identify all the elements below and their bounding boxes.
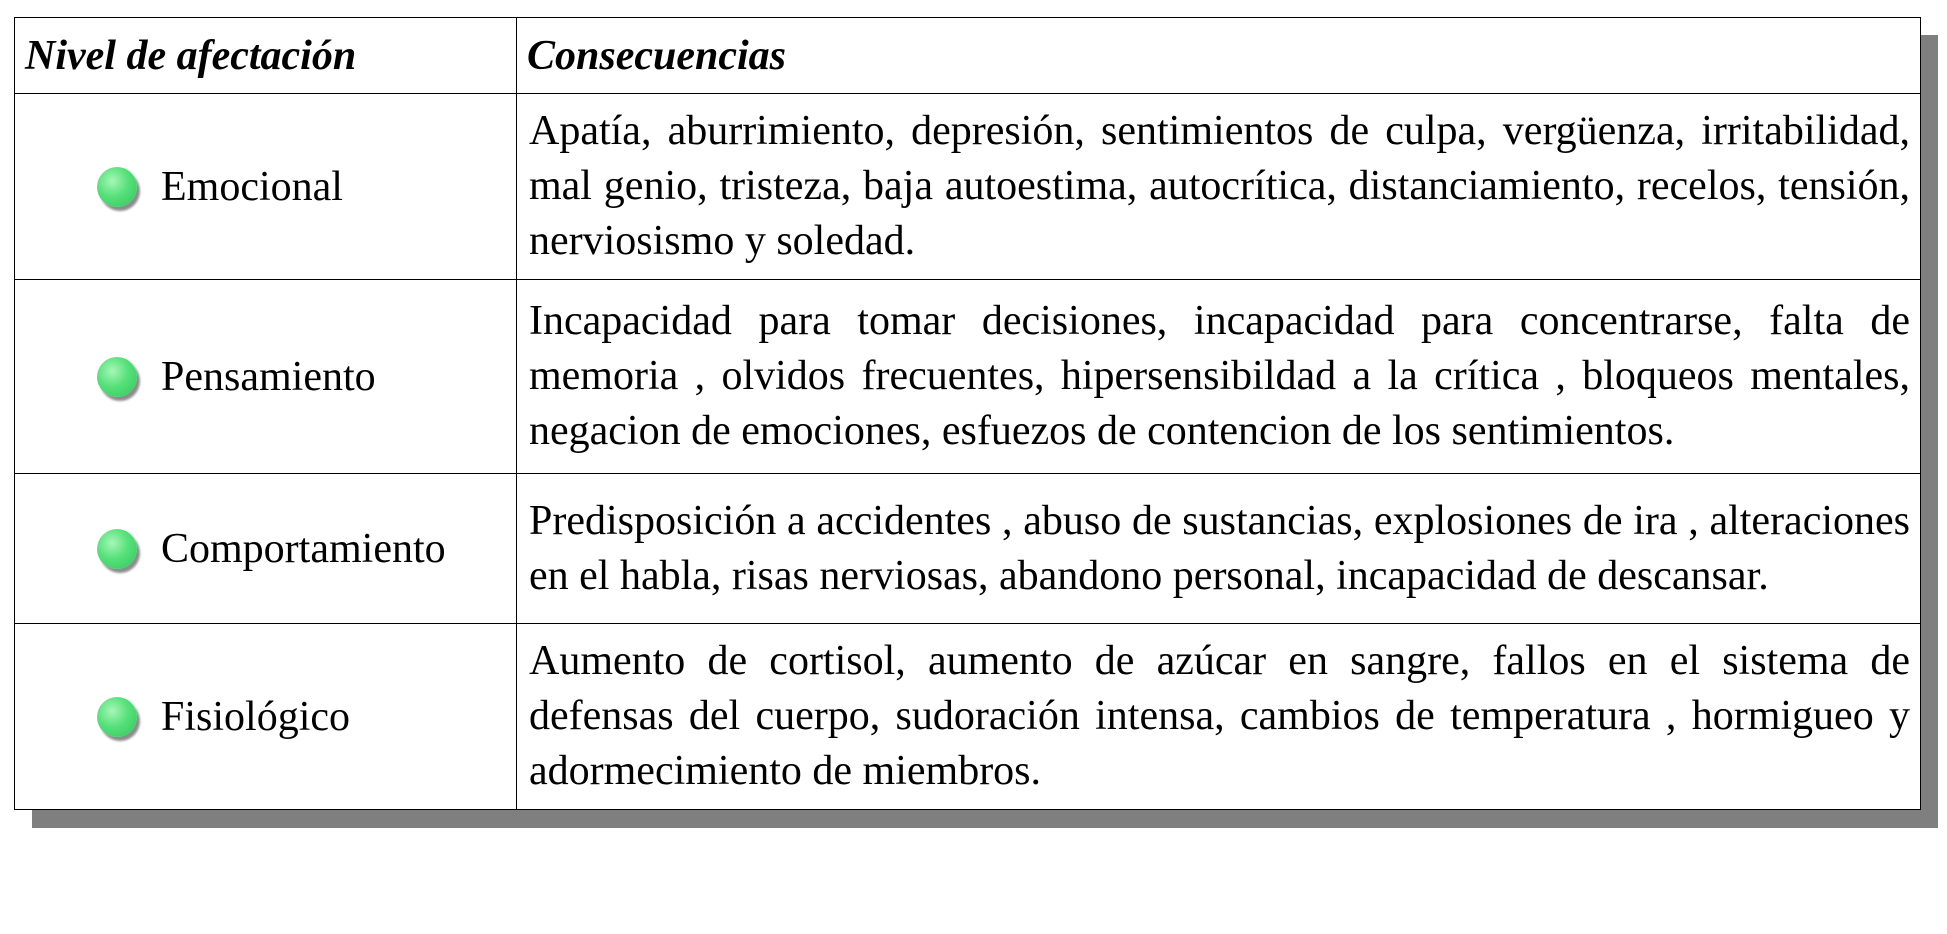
table-header-row — [15, 18, 1921, 94]
level-cell — [15, 624, 517, 810]
consequences-cell: Incapacidad para tomar decisiones, incapacidad para concentrarse, falta de memoria , olvidos frecuentes, hipersensibildad a la crítica , bloqueos mentales, negacion de emociones, esfuezos de contencion de los sentimientos. — [517, 280, 1921, 474]
header-consequences: Consecuencias — [517, 18, 1921, 94]
level-cell — [15, 94, 517, 280]
level-cell — [15, 280, 517, 474]
consequences-table-container — [14, 17, 1920, 810]
green-bullet-icon — [97, 697, 137, 737]
green-bullet-icon — [97, 167, 137, 207]
consequences-cell: Predisposición a accidentes , abuso de sustancias, explosiones de ira , alteraciones en el habla, risas nerviosas, abandono personal, incapacidad de descansar. — [517, 474, 1921, 624]
header-level: Nivel de afectación — [15, 18, 517, 94]
level-cell — [15, 474, 517, 624]
table-row — [15, 474, 1921, 624]
green-bullet-icon — [97, 357, 137, 397]
table-row — [15, 624, 1921, 810]
level-label: Comportamiento — [161, 525, 446, 572]
level-label: Fisiológico — [161, 693, 351, 740]
consequences-cell: Aumento de cortisol, aumento de azúcar en sangre, fallos en el sistema de defensas del cuerpo, sudoración intensa, cambios de temperatura , hormigueo y adormecimiento de miembros. — [517, 624, 1921, 810]
table-row — [15, 94, 1921, 280]
consequences-table — [14, 17, 1921, 810]
consequences-cell: Apatía, aburrimiento, depresión, sentimientos de culpa, vergüenza, irritabilidad, mal genio, tristeza, baja autoestima, autocrítica, distanciamiento, recelos, tensión, nerviosismo y soledad. — [517, 94, 1921, 280]
green-bullet-icon — [97, 529, 137, 569]
level-label: Emocional — [161, 163, 343, 210]
level-label: Pensamiento — [161, 353, 376, 400]
table-row — [15, 280, 1921, 474]
